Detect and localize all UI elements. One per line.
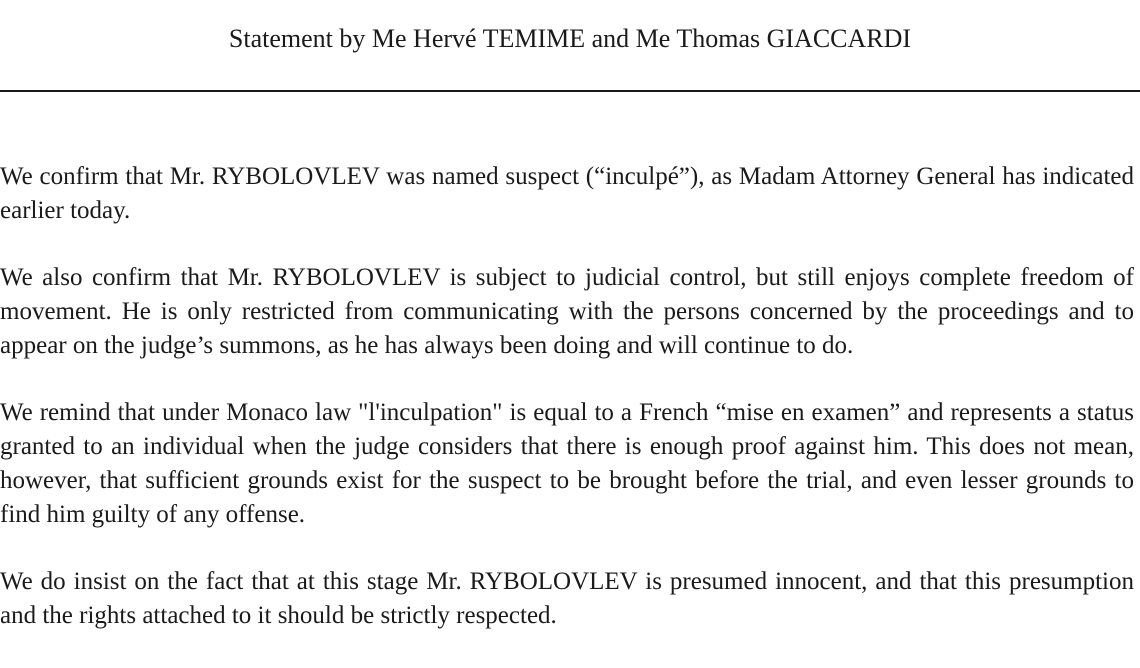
document-title: Statement by Me Hervé TEMIME and Me Thomas GIACCARDI [228,24,912,53]
statement-body [0,160,1134,666]
paragraph-judicial-control: We also confirm that Mr. RYBOLOVLEV is subject to judicial control, but still enjoys complete freedom of movement. He is only restricted from communicating with the persons concerned by the proceedings and to appear on the judge’s summons, as he has always been doing and will continue to do. [0,264,1134,359]
paragraph-monaco-law: We remind that under Monaco law "l'inculpation" is equal to a French “mise en examen” and represents a status granted to an individual when the judge considers that there is enough proof against him. This does not mean, however, that sufficient grounds exist for the suspect to be brought before the trial, and even lesser grounds to find him guilty of any offense. [0,399,1134,528]
title-divider [0,90,1140,92]
paragraph-presumed-innocent: We do insist on the fact that at this stage Mr. RYBOLOVLEV is presumed innocent, and that this presumption and the rights attached to it should be strictly respected. [0,568,1134,629]
paragraph-suspect-confirmation: We confirm that Mr. RYBOLOVLEV was named suspect (“inculpé”), as Madam Attorney General has indicated earlier today. [0,163,1134,224]
